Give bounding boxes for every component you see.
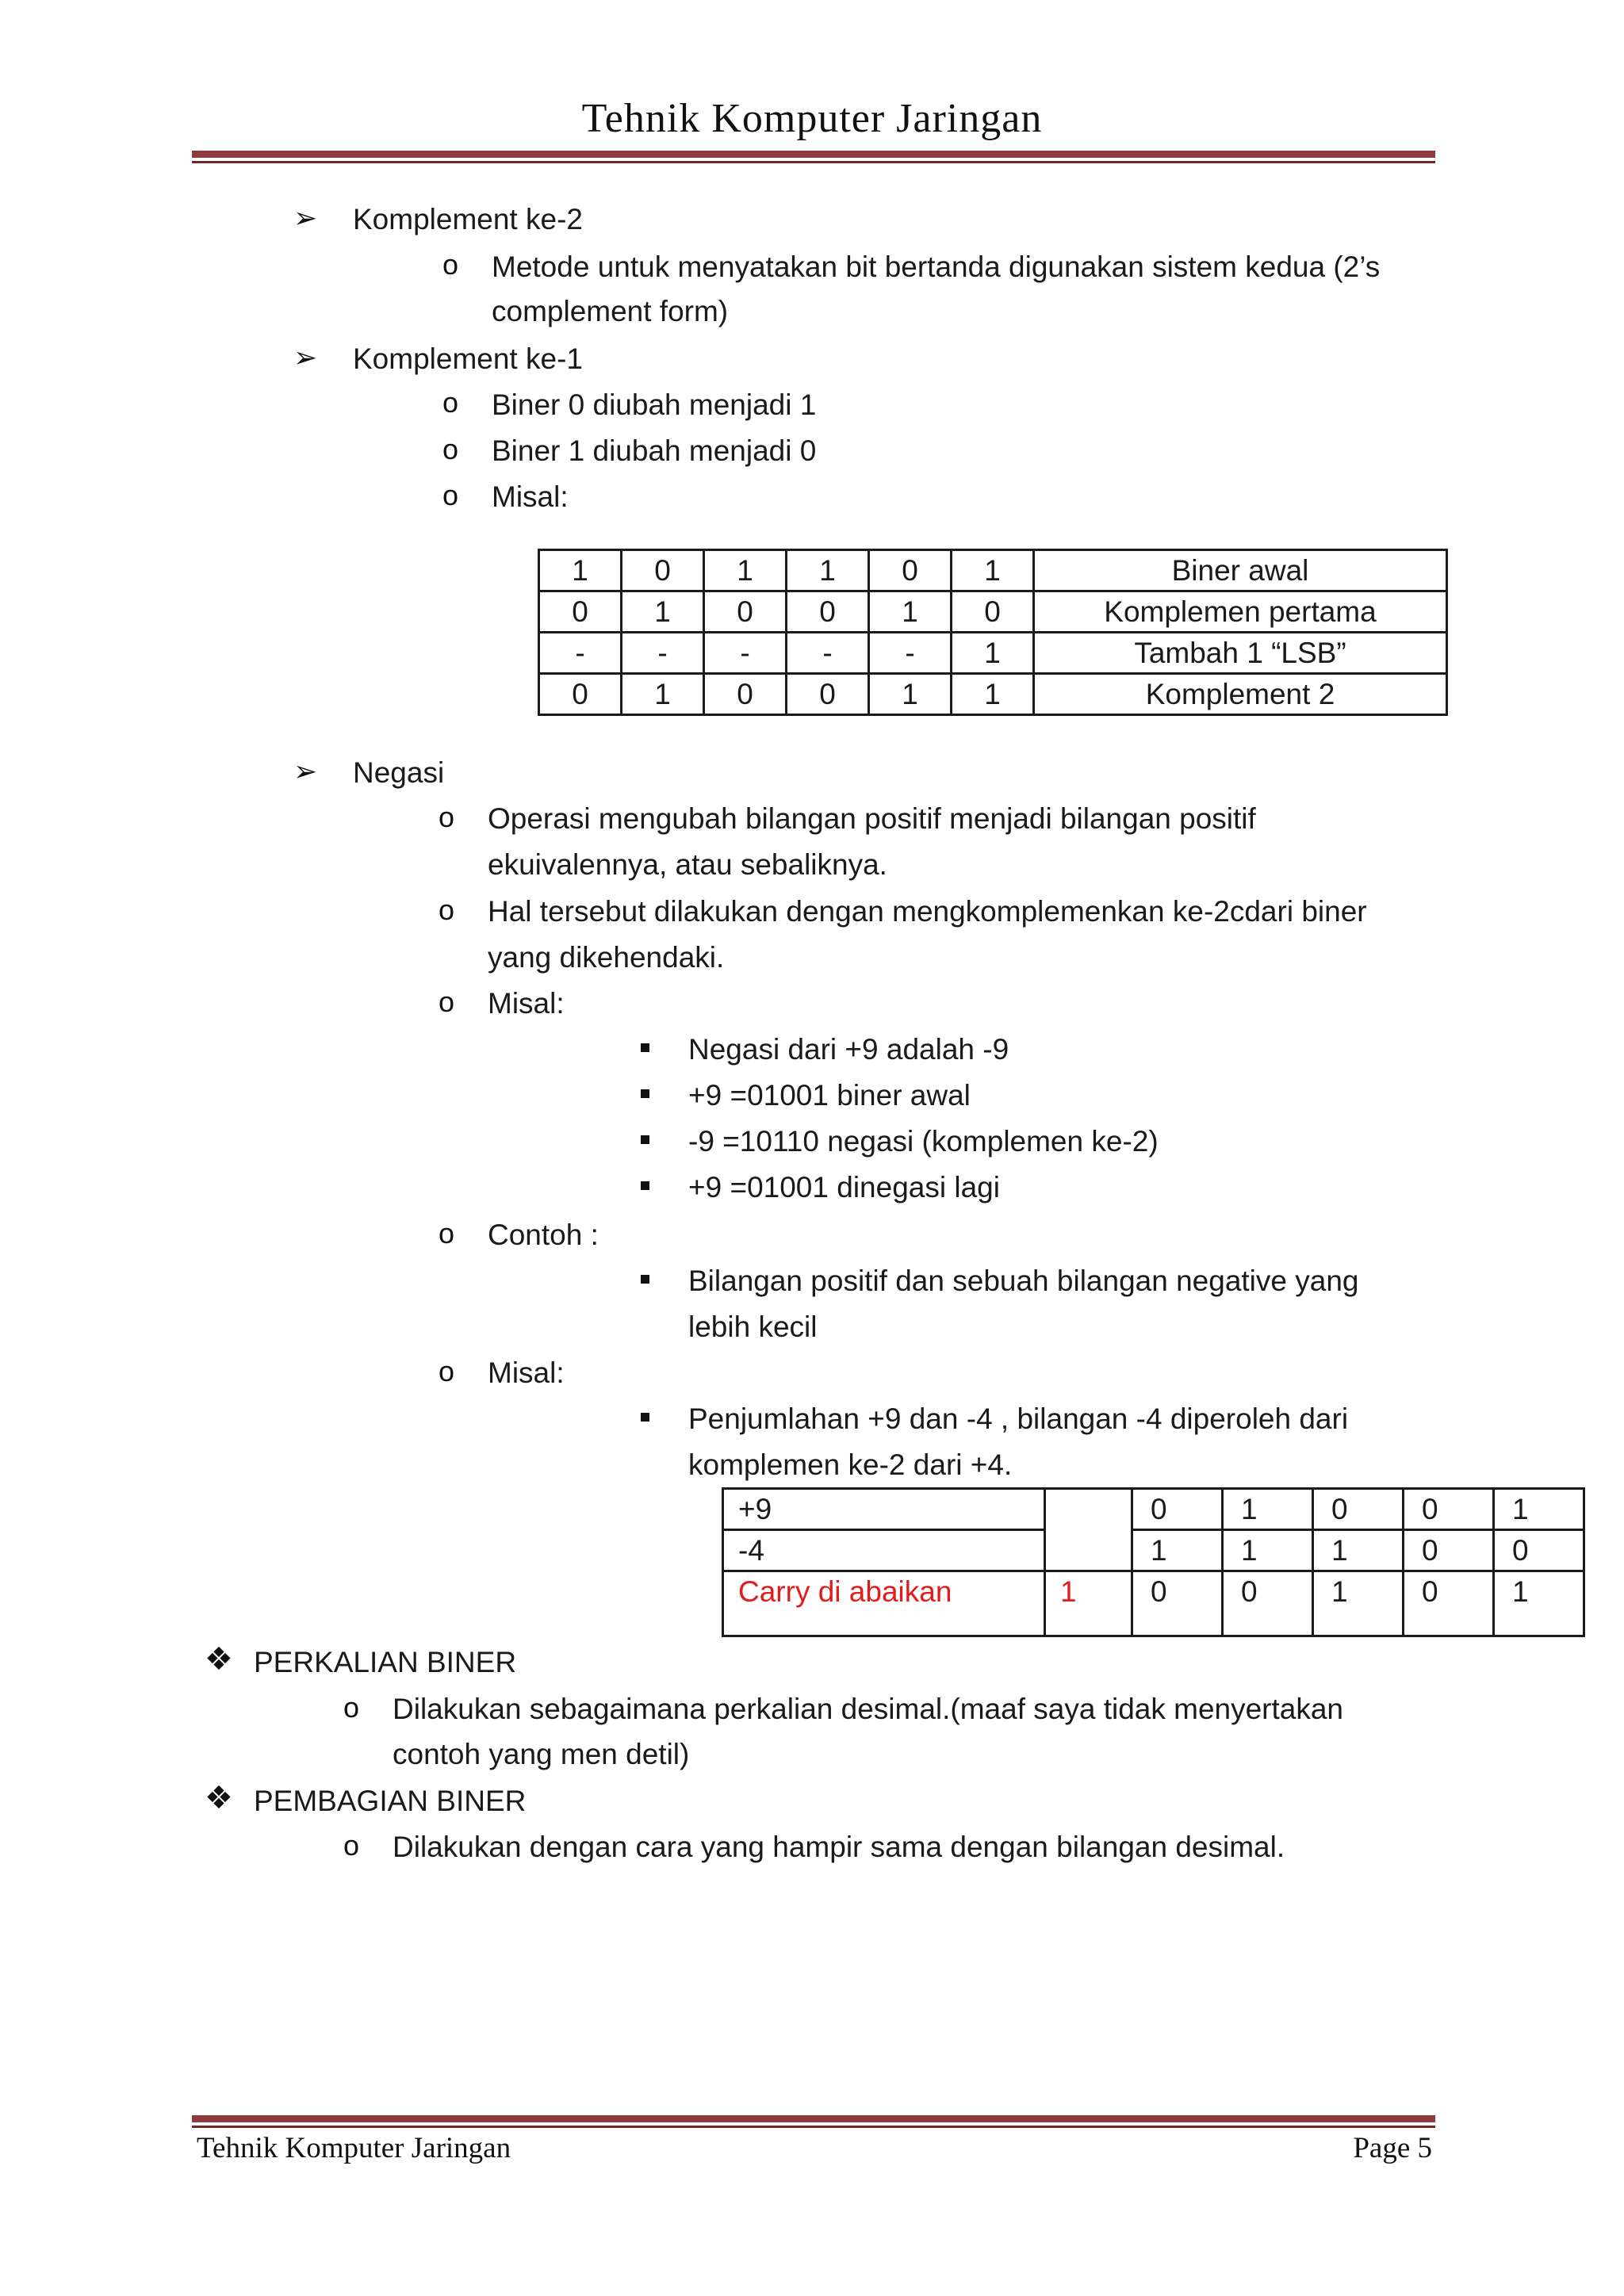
diamond-bullet-icon: ❖ bbox=[205, 1642, 233, 1677]
table-cell: 1 bbox=[787, 550, 869, 591]
circle-bullet-icon: o bbox=[439, 985, 455, 1018]
text-line: Dilakukan dengan cara yang hampir sama dengan bilangan desimal. bbox=[393, 1831, 1285, 1863]
text-line: Operasi mengubah bilangan positif menjadi bilangan positif bbox=[488, 802, 1256, 835]
heading-pembagian: PEMBAGIAN BINER bbox=[254, 1785, 527, 1817]
table-cell: 1 bbox=[1223, 1489, 1313, 1530]
list-item: Misal: bbox=[492, 480, 569, 513]
circle-bullet-icon: o bbox=[439, 801, 455, 833]
text-line: Dilakukan sebagaimana perkalian desimal.(maaf saya tidak menyertakan bbox=[393, 1693, 1344, 1725]
text-line: Metode untuk menyatakan bit bertanda digunakan sistem kedua (2’s bbox=[492, 251, 1381, 283]
table-cell: - bbox=[622, 633, 704, 674]
table-row bbox=[723, 1530, 1584, 1571]
table-cell: 0 bbox=[704, 591, 787, 633]
table-row-label: Komplemen pertama bbox=[1034, 591, 1447, 633]
table-cell: 0 bbox=[869, 550, 952, 591]
table-cell: 1 bbox=[1494, 1571, 1584, 1636]
header-title: Tehnik Komputer Jaringan bbox=[581, 96, 1043, 141]
table-cell: 1 bbox=[869, 591, 952, 633]
heading-komplement-2: Komplement ke-2 bbox=[353, 203, 583, 235]
heading-komplement-1: Komplement ke-1 bbox=[353, 342, 583, 375]
circle-bullet-icon: o bbox=[439, 894, 455, 926]
table-cell: 0 bbox=[1404, 1530, 1494, 1571]
text-line: contoh yang men detil) bbox=[393, 1738, 690, 1770]
table-cell: - bbox=[539, 633, 622, 674]
table-row-label: Komplement 2 bbox=[1034, 674, 1447, 715]
table-row bbox=[539, 591, 1447, 633]
table-cell: 1 bbox=[622, 591, 704, 633]
circle-bullet-icon: o bbox=[343, 1829, 360, 1862]
circle-bullet-icon: o bbox=[343, 1691, 360, 1724]
table-cell: 0 bbox=[1132, 1571, 1223, 1636]
header-rule bbox=[192, 151, 1435, 163]
square-bullet-icon bbox=[641, 1413, 649, 1422]
table-cell: 0 bbox=[622, 550, 704, 591]
arrow-bullet-icon: ➢ bbox=[293, 201, 318, 234]
footer-title: Tehnik Komputer Jaringan bbox=[197, 2132, 511, 2164]
table-row bbox=[723, 1571, 1584, 1636]
table-row-label: -4 bbox=[723, 1530, 1045, 1571]
list-item: Negasi dari +9 adalah -9 bbox=[688, 1033, 1009, 1066]
text-line: Hal tersebut dilakukan dengan mengkomplemenkan ke-2cdari biner bbox=[488, 895, 1367, 928]
table-cell: 1 bbox=[952, 674, 1034, 715]
table-cell: 0 bbox=[539, 591, 622, 633]
carry-label: Carry di abaikan bbox=[723, 1571, 1045, 1636]
list-item: -9 =10110 negasi (komplemen ke-2) bbox=[688, 1125, 1159, 1158]
table-cell: 1 bbox=[952, 550, 1034, 591]
list-item: Contoh : bbox=[488, 1219, 599, 1251]
list-item: Misal: bbox=[488, 1357, 565, 1389]
square-bullet-icon bbox=[641, 1181, 649, 1190]
list-item: Bilangan positif dan sebuah bilangan negative yang bbox=[688, 1265, 1359, 1297]
list-item: +9 =01001 biner awal bbox=[688, 1079, 971, 1112]
list-item: Biner 1 diubah menjadi 0 bbox=[492, 434, 817, 467]
heading-perkalian: PERKALIAN BINER bbox=[254, 1646, 517, 1678]
table-cell: 0 bbox=[787, 591, 869, 633]
table-cell: 0 bbox=[539, 674, 622, 715]
page-number: Page 5 bbox=[1353, 2132, 1432, 2164]
table-row bbox=[539, 550, 1447, 591]
text-line: complement form) bbox=[492, 295, 729, 327]
text-line: komplemen ke-2 dari +4. bbox=[688, 1448, 1013, 1481]
text-line: ekuivalennya, atau sebaliknya. bbox=[488, 848, 887, 881]
table-cell: 1 bbox=[1132, 1530, 1223, 1571]
circle-bullet-icon: o bbox=[442, 386, 459, 419]
table-cell: - bbox=[787, 633, 869, 674]
circle-bullet-icon: o bbox=[439, 1355, 455, 1387]
table-cell: 0 bbox=[1404, 1571, 1494, 1636]
arrow-bullet-icon: ➢ bbox=[293, 755, 318, 787]
circle-bullet-icon: o bbox=[442, 248, 459, 281]
table-cell: 1 bbox=[1313, 1571, 1404, 1636]
table-row bbox=[539, 674, 1447, 715]
table-cell: 0 bbox=[1313, 1489, 1404, 1530]
table-cell: - bbox=[869, 633, 952, 674]
arrow-bullet-icon: ➢ bbox=[293, 341, 318, 373]
diamond-bullet-icon: ❖ bbox=[205, 1781, 233, 1816]
table-cell-empty bbox=[1045, 1489, 1132, 1571]
table-row-label: Biner awal bbox=[1034, 550, 1447, 591]
table-cell: 0 bbox=[1223, 1571, 1313, 1636]
table-cell: 0 bbox=[787, 674, 869, 715]
table-cell: 1 bbox=[1494, 1489, 1584, 1530]
circle-bullet-icon: o bbox=[442, 479, 459, 511]
heading-negasi: Negasi bbox=[353, 756, 445, 789]
table-cell: 1 bbox=[704, 550, 787, 591]
table-cell: 1 bbox=[539, 550, 622, 591]
table-row bbox=[539, 633, 1447, 674]
table-cell: 0 bbox=[1404, 1489, 1494, 1530]
table-cell: 1 bbox=[622, 674, 704, 715]
table-cell: 0 bbox=[952, 591, 1034, 633]
addition-table bbox=[722, 1487, 1585, 1637]
list-item: Penjumlahan +9 dan -4 , bilangan -4 diperoleh dari bbox=[688, 1402, 1349, 1435]
table-cell: 1 bbox=[1313, 1530, 1404, 1571]
text-line: lebih kecil bbox=[688, 1311, 818, 1343]
circle-bullet-icon: o bbox=[439, 1217, 455, 1249]
list-item: +9 =01001 dinegasi lagi bbox=[688, 1171, 1000, 1203]
table-cell: 1 bbox=[952, 633, 1034, 674]
square-bullet-icon bbox=[641, 1089, 649, 1098]
circle-bullet-icon: o bbox=[442, 433, 459, 465]
list-item: Biner 0 diubah menjadi 1 bbox=[492, 388, 817, 421]
table-cell: 0 bbox=[1494, 1530, 1584, 1571]
table-row bbox=[723, 1489, 1584, 1530]
list-item: Misal: bbox=[488, 987, 565, 1020]
footer-rule bbox=[192, 2115, 1435, 2128]
table-row-label: Tambah 1 “LSB” bbox=[1034, 633, 1447, 674]
square-bullet-icon bbox=[641, 1043, 649, 1052]
square-bullet-icon bbox=[641, 1135, 649, 1144]
table-cell: - bbox=[704, 633, 787, 674]
square-bullet-icon bbox=[641, 1275, 649, 1284]
complement-table bbox=[538, 549, 1448, 716]
table-cell: 0 bbox=[1132, 1489, 1223, 1530]
carry-value: 1 bbox=[1045, 1571, 1132, 1636]
text-line: yang dikehendaki. bbox=[488, 941, 725, 974]
table-cell: 0 bbox=[704, 674, 787, 715]
table-row-label: +9 bbox=[723, 1489, 1045, 1530]
table-cell: 1 bbox=[1223, 1530, 1313, 1571]
table-cell: 1 bbox=[869, 674, 952, 715]
